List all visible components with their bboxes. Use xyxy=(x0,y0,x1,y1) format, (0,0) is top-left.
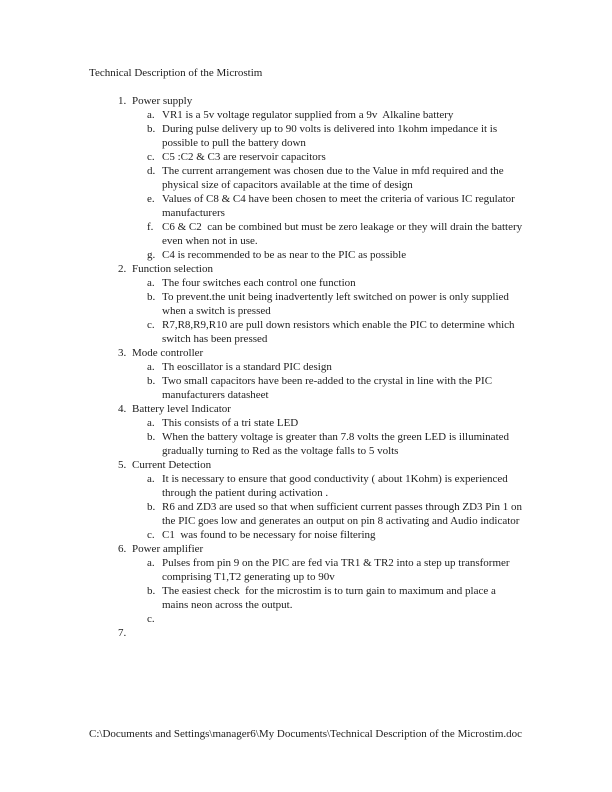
section-heading-row xyxy=(89,94,523,108)
list-subitem xyxy=(89,276,523,290)
list-section xyxy=(89,94,523,262)
section-subitems xyxy=(89,472,523,542)
subitem-text xyxy=(162,612,523,626)
list-subitem xyxy=(89,164,523,192)
section-subitems xyxy=(89,416,523,458)
list-subitem xyxy=(89,612,523,626)
section-subitems xyxy=(89,556,523,626)
subitem-letter: b. xyxy=(147,501,156,513)
subitem-letter: b. xyxy=(147,123,156,135)
section-number: 7. xyxy=(118,627,127,639)
section-title: Current Detection xyxy=(132,459,212,471)
subitem-text: It is necessary to ensure that good conductivity ( about 1Kohm) is experienced through the patient during activation . xyxy=(162,473,511,499)
list-section xyxy=(89,402,523,458)
section-number: 6. xyxy=(118,543,127,555)
section-number: 2. xyxy=(118,263,127,275)
list-subitem xyxy=(89,584,523,612)
subitem-letter: a. xyxy=(147,277,155,289)
subitem-letter: a. xyxy=(147,109,155,121)
section-title: Battery level Indicator xyxy=(132,403,231,415)
subitem-letter: a. xyxy=(147,473,155,485)
section-title: Power supply xyxy=(132,95,193,107)
subitem-text: This consists of a tri state LED xyxy=(162,417,299,429)
list-section xyxy=(89,262,523,346)
subitem-text: Values of C8 & C4 have been chosen to meet the criteria of various IC regulator manufacturers xyxy=(162,193,518,219)
section-number: 1. xyxy=(118,95,127,107)
section-title: Power amplifier xyxy=(132,543,204,555)
list-section xyxy=(89,626,523,640)
list-subitem xyxy=(89,430,523,458)
section-subitems xyxy=(89,108,523,262)
section-number: 4. xyxy=(118,403,127,415)
section-title: Mode controller xyxy=(132,347,204,359)
subitem-text: R6 and ZD3 are used so that when sufficient current passes through ZD3 Pin 1 on the PIC goes low and generates an output on pin 8 activating and Audio indicator xyxy=(162,501,525,527)
subitem-letter: c. xyxy=(147,151,155,163)
subitem-text: Th eoscillator is a standard PIC design xyxy=(162,361,332,373)
subitem-text: To prevent.the unit being inadvertently left switched on power is only supplied when a switch is pressed xyxy=(162,291,512,317)
subitem-letter: b. xyxy=(147,585,156,597)
subitem-text: Pulses from pin 9 on the PIC are fed via TR1 & TR2 into a step up transformer comprising T1,T2 generating up to 90v xyxy=(162,557,516,583)
list-subitem xyxy=(89,150,523,164)
subitem-text: C4 is recommended to be as near to the PIC as possible xyxy=(162,249,407,261)
section-heading-row xyxy=(89,346,523,360)
section-title: Function selection xyxy=(132,263,213,275)
file-path-footer: C:\Documents and Settings\manager6\My Documents\Technical Description of the Microstim.doc xyxy=(89,728,523,740)
list-section xyxy=(89,542,523,626)
subitem-text: When the battery voltage is greater than 7.8 volts the green LED is illuminated gradually turning to Red as the voltage falls to 5 volts xyxy=(162,431,512,457)
list-section xyxy=(89,346,523,402)
subitem-letter: b. xyxy=(147,291,156,303)
list-subitem xyxy=(89,528,523,542)
list-subitem xyxy=(89,108,523,122)
section-subitems xyxy=(89,360,523,402)
list-subitem xyxy=(89,500,523,528)
subitem-text: C5 :C2 & C3 are reservoir capacitors xyxy=(162,151,326,163)
list-subitem xyxy=(89,374,523,402)
subitem-text: During pulse delivery up to 90 volts is delivered into 1kohm impedance it is possible to pull the battery down xyxy=(162,123,500,149)
subitem-text: R7,R8,R9,R10 are pull down resistors which enable the PIC to determine which switch has been pressed xyxy=(162,319,518,345)
subitem-letter: f. xyxy=(147,221,154,233)
section-number: 5. xyxy=(118,459,127,471)
section-subitems xyxy=(89,276,523,346)
subitem-text: C6 & C2 can be combined but must be zero leakage or they will drain the battery even when not in use. xyxy=(162,221,525,247)
subitem-letter: g. xyxy=(147,249,156,261)
list-subitem xyxy=(89,220,523,248)
section-heading-row xyxy=(89,402,523,416)
subitem-letter: a. xyxy=(147,417,155,429)
section-heading-row xyxy=(89,626,523,640)
list-subitem xyxy=(89,248,523,262)
subitem-letter: c. xyxy=(147,529,155,541)
list-subitem xyxy=(89,556,523,584)
subitem-letter: b. xyxy=(147,375,156,387)
subitem-letter: c. xyxy=(147,613,155,625)
list-subitem xyxy=(89,360,523,374)
section-number: 3. xyxy=(118,347,127,359)
list-subitem xyxy=(89,122,523,150)
list-section xyxy=(89,458,523,542)
subitem-text: C1 was found to be necessary for noise filtering xyxy=(162,529,376,541)
section-heading-row xyxy=(89,458,523,472)
section-heading-row xyxy=(89,262,523,276)
subitem-text: The four switches each control one function xyxy=(162,277,356,289)
section-title xyxy=(132,626,523,640)
list-subitem xyxy=(89,290,523,318)
subitem-letter: a. xyxy=(147,361,155,373)
subitem-letter: c. xyxy=(147,319,155,331)
document-title: Technical Description of the Microstim xyxy=(89,67,263,79)
subitem-letter: d. xyxy=(147,165,156,177)
subitem-text: The current arrangement was chosen due to the Value in mfd required and the physical size of capacitors available at the time of design xyxy=(162,165,507,191)
subitem-letter: e. xyxy=(147,193,155,205)
list-subitem xyxy=(89,416,523,430)
subitem-text: Two small capacitors have been re-added to the crystal in line with the PIC manufacturers datasheet xyxy=(162,375,495,401)
subitem-letter: b. xyxy=(147,431,156,443)
outline-list xyxy=(89,94,523,640)
list-subitem xyxy=(89,192,523,220)
subitem-letter: a. xyxy=(147,557,155,569)
list-subitem xyxy=(89,318,523,346)
list-subitem xyxy=(89,472,523,500)
subitem-text: The easiest check for the microstim is to turn gain to maximum and place a mains neon across the output. xyxy=(162,585,499,611)
section-heading-row xyxy=(89,542,523,556)
subitem-text: VR1 is a 5v voltage regulator supplied from a 9v Alkaline battery xyxy=(162,109,454,121)
